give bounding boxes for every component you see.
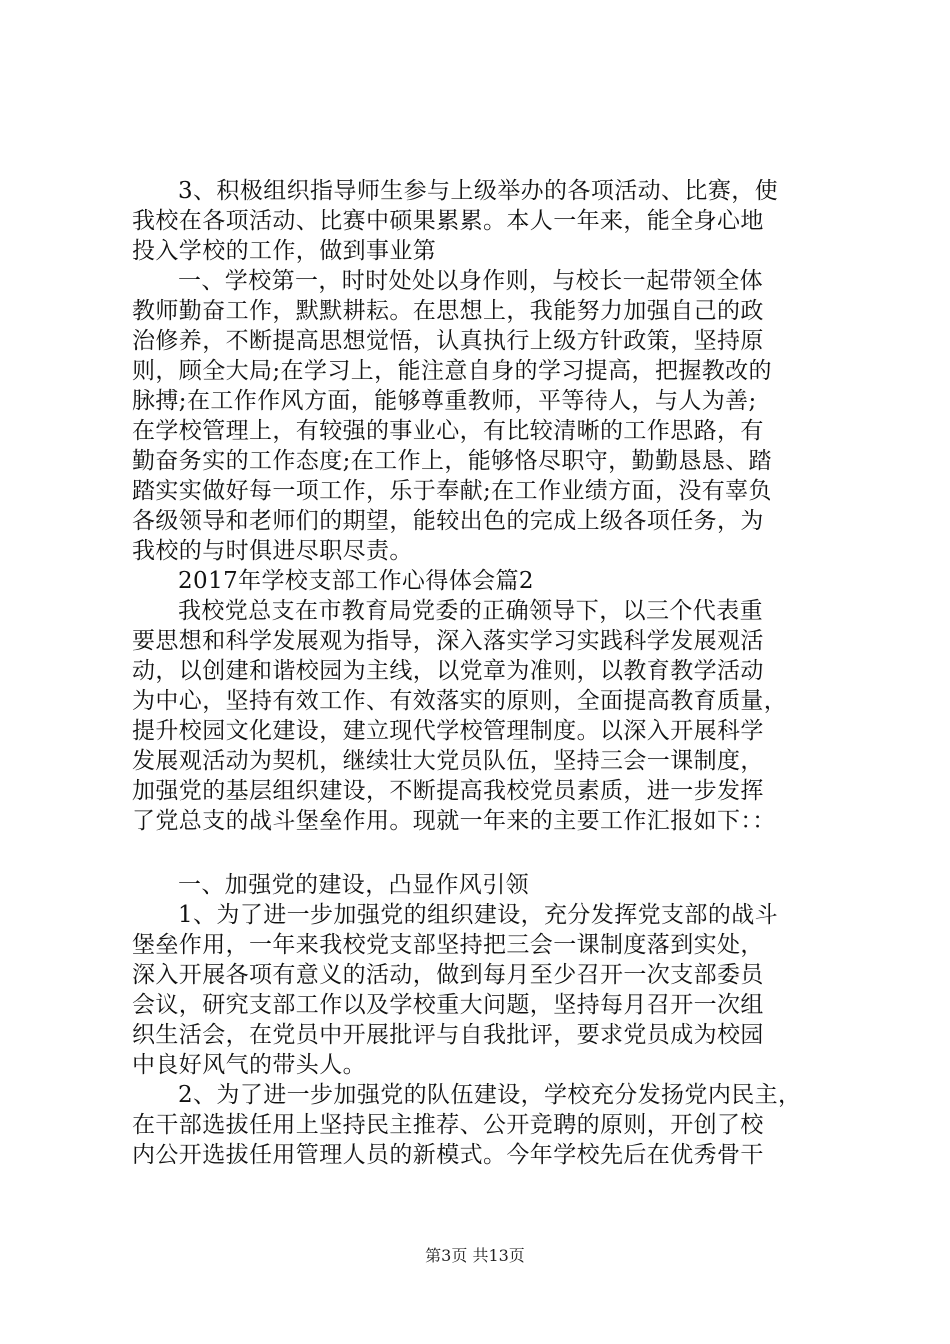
text-line: 3、积极组织指导师生参与上级举办的各项活动、比赛，使 (178, 178, 779, 204)
text-line: 在干部选拔任用上坚持民主推荐、公开竞聘的原则，开创了校 (132, 1112, 764, 1138)
text-line: 则，顾全大局;在学习上，能注意自身的学习提高，把握教改的 (132, 358, 772, 384)
text-line: 各级领导和老师们的期望，能较出色的完成上级各项任务，为 (132, 508, 764, 534)
text-line: 要思想和科学发展观为指导，深入落实学习实践科学发展观活 (132, 628, 764, 654)
text-line: 我校的与时俱进尽职尽责。 (132, 538, 413, 564)
text-line: 2、为了进一步加强党的队伍建设，学校充分发扬党内民主， (178, 1082, 802, 1108)
text-line: 了党总支的战斗堡垒作用。现就一年来的主要工作汇报如下：： (132, 808, 776, 834)
text-line: 堡垒作用，一年来我校党支部坚持把三会一课制度落到实处， (132, 932, 764, 958)
text-line: 中良好风气的带头人。 (132, 1052, 366, 1078)
text-line: 会议，研究支部工作以及学校重大问题，坚持每月召开一次组 (132, 992, 764, 1018)
text-line: 脉搏;在工作作风方面，能够尊重教师，平等待人，与人为善; (132, 388, 757, 414)
text-line: 为中心，坚持有效工作、有效落实的原则，全面提高教育质量， (132, 688, 788, 714)
text-line: 织生活会，在党员中开展批评与自我批评，要求党员成为校园 (132, 1022, 764, 1048)
text-line: 深入开展各项有意义的活动，做到每月至少召开一次支部委员 (132, 962, 764, 988)
text-line: 我校党总支在市教育局党委的正确领导下，以三个代表重 (178, 598, 763, 624)
section-heading: 一、加强党的建设，凸显作风引领 (178, 872, 529, 898)
text-line: 踏实实做好每一项工作，乐于奉献;在工作业绩方面，没有辜负 (132, 478, 772, 504)
document-body (132, 176, 832, 1170)
text-line: 治修养，不断提高思想觉悟，认真执行上级方针政策，坚持原 (132, 328, 764, 354)
text-line: 一、学校第一，时时处处以身作则，与校长一起带领全体 (178, 268, 763, 294)
text-line: 动，以创建和谐校园为主线，以党章为准则，以教育教学活动 (132, 658, 764, 684)
text-line: 投入学校的工作，做到事业第 (132, 238, 437, 264)
text-line: 在学校管理上，有较强的事业心，有比较清晰的工作思路，有 (132, 418, 764, 444)
text-line: 我校在各项活动、比赛中硕果累累。本人一年来，能全身心地 (132, 208, 764, 234)
section-heading: 2017年学校支部工作心得体会篇2 (178, 568, 534, 594)
blank-line (132, 836, 832, 870)
text-line: 教师勤奋工作，默默耕耘。在思想上，我能努力加强自己的政 (132, 298, 764, 324)
text-line: 加强党的基层组织建设，不断提高我校党员素质，进一步发挥 (132, 778, 764, 804)
text-line: 提升校园文化建设，建立现代学校管理制度。以深入开展科学 (132, 718, 764, 744)
page-number-footer: 第3页 共13页 (425, 1246, 525, 1265)
text-line: 1、为了进一步加强党的组织建设，充分发挥党支部的战斗 (178, 902, 779, 928)
text-line: 勤奋务实的工作态度;在工作上，能够恪尽职守，勤勤恳恳、踏 (132, 448, 772, 474)
text-line: 内公开选拔任用管理人员的新模式。今年学校先后在优秀骨干 (132, 1142, 764, 1168)
text-line: 发展观活动为契机，继续壮大党员队伍，坚持三会一课制度， (132, 748, 764, 774)
